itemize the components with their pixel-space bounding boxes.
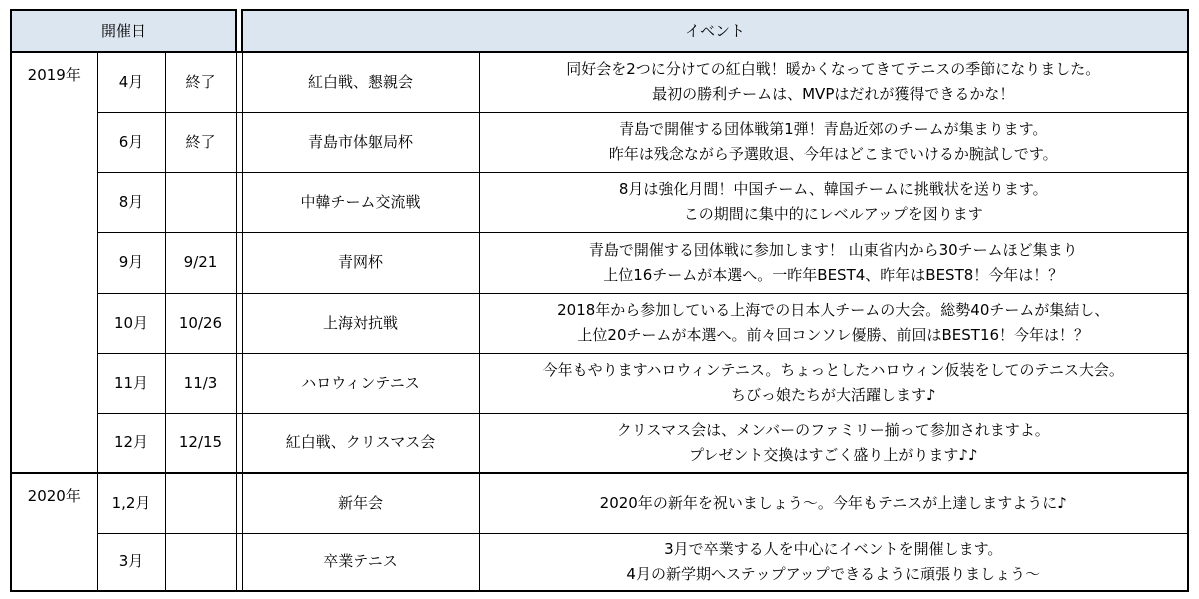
- day-cell: 10/26: [165, 293, 236, 353]
- event-description-cell: 8月は強化月間！中国チーム、韓国チームに挑戦状を送ります。 この期間に集中的にレベルアップを図ります: [479, 172, 1188, 232]
- month-cell: 4月: [97, 52, 165, 112]
- table-row: [11, 52, 1188, 112]
- header-row: [11, 10, 1188, 52]
- day-cell: 終了: [165, 112, 236, 172]
- table-row: [11, 533, 1188, 591]
- header-event: イベント: [242, 10, 1188, 52]
- event-schedule-table: [10, 9, 1189, 592]
- event-description-cell: 同好会を2つに分けての紅白戦！暖かくなってきてテニスの季節になりました。 最初の勝利チームは、MVPはだれが獲得できるかな！: [479, 52, 1188, 112]
- event-name-cell: ハロウィンテニス: [242, 353, 479, 413]
- day-cell: [165, 533, 236, 591]
- month-cell: 10月: [97, 293, 165, 353]
- event-name-cell: 中韓チーム交流戦: [242, 172, 479, 232]
- event-name-cell: 卒業テニス: [242, 533, 479, 591]
- year-cell: 2019年: [11, 52, 97, 473]
- event-name-cell: 青島市体躯局杯: [242, 112, 479, 172]
- event-name-cell: 上海対抗戦: [242, 293, 479, 353]
- month-cell: 12月: [97, 413, 165, 473]
- table-row: [11, 473, 1188, 533]
- event-name-cell: 紅白戦、クリスマス会: [242, 413, 479, 473]
- event-name-cell: 青网杯: [242, 232, 479, 293]
- event-description-cell: 2018年から参加している上海での日本人チームの大会。総勢40チームが集結し、 上位20チームが本選へ。前々回コンソレ優勝、前回はBEST16！今年は！？: [479, 293, 1188, 353]
- day-cell: 終了: [165, 52, 236, 112]
- month-cell: 1,2月: [97, 473, 165, 533]
- day-cell: [165, 473, 236, 533]
- year-cell: 2020年: [11, 473, 97, 591]
- event-description-cell: 2020年の新年を祝いましょう～。今年もテニスが上達しますように♪: [479, 473, 1188, 533]
- table-row: [11, 353, 1188, 413]
- day-cell: [165, 172, 236, 232]
- day-cell: 11/3: [165, 353, 236, 413]
- day-cell: 9/21: [165, 232, 236, 293]
- event-description-cell: 3月で卒業する人を中心にイベントを開催します。 4月の新学期へステップアップできるように頑張りましょう～: [479, 533, 1188, 591]
- month-cell: 3月: [97, 533, 165, 591]
- table-row: [11, 413, 1188, 473]
- month-cell: 6月: [97, 112, 165, 172]
- month-cell: 11月: [97, 353, 165, 413]
- event-description-cell: クリスマス会は、メンバーのファミリー揃って参加されますよ。 プレゼント交換はすごく盛り上がります♪♪: [479, 413, 1188, 473]
- month-cell: 9月: [97, 232, 165, 293]
- table-row: [11, 112, 1188, 172]
- event-name-cell: 新年会: [242, 473, 479, 533]
- day-cell: 12/15: [165, 413, 236, 473]
- header-date: 開催日: [11, 10, 236, 52]
- event-description-cell: 青島で開催する団体戦に参加します！ 山東省内から30チームほど集まり 上位16チームが本選へ。一昨年BEST4、昨年はBEST8！今年は！？: [479, 232, 1188, 293]
- table-row: [11, 293, 1188, 353]
- table-row: [11, 172, 1188, 232]
- table-row: [11, 232, 1188, 293]
- event-name-cell: 紅白戦、懇親会: [242, 52, 479, 112]
- month-cell: 8月: [97, 172, 165, 232]
- event-description-cell: 青島で開催する団体戦第1弾！青島近郊のチームが集まります。 昨年は残念ながら予選敗退、今年はどこまでいけるか腕試しです。: [479, 112, 1188, 172]
- event-description-cell: 今年もやりますハロウィンテニス。ちょっとしたハロウィン仮装をしてのテニス大会。 ちびっ娘たちが大活躍します♪: [479, 353, 1188, 413]
